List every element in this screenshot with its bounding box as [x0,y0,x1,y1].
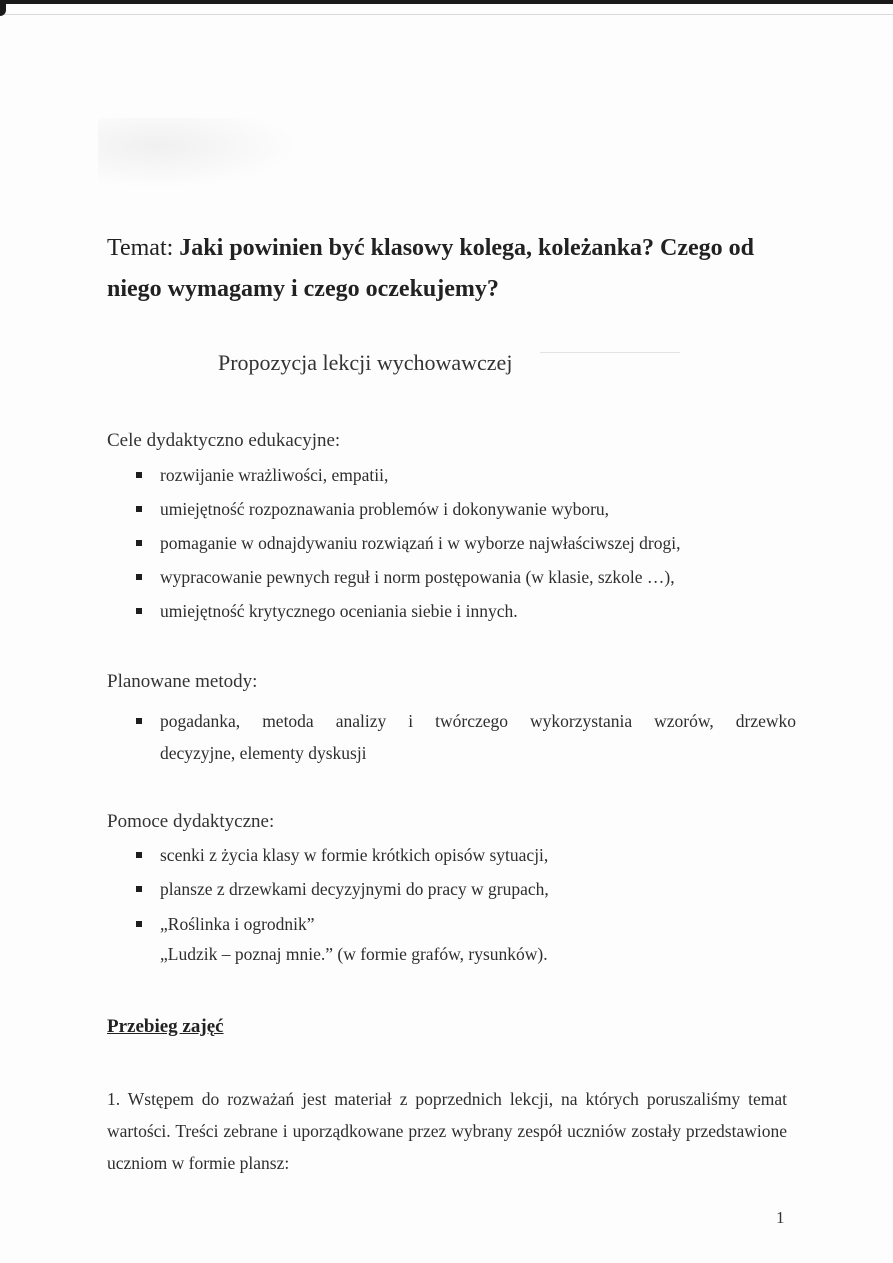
list-item: pomaganie w odnajdywaniu rozwiązań i w wyborze najwłaściwszej drogi, [136,533,796,553]
title-line-1: Jaki powinien być klasowy kolega, koleżanka? Czego od [179,235,755,261]
list-item: plansze z drzewkami decyzyjnymi do pracy w grupach, [136,879,796,899]
list-item: umiejętność rozpoznawania problemów i dokonywanie wyboru, [136,499,796,519]
list-item: scenki z życia klasy w formie krótkich opisów sytuacji, [136,845,796,865]
list-item: wypracowanie pewnych reguł i norm postępowania (w klasie, szkole …), [136,567,796,587]
erased-header-smudge [98,118,298,188]
list-item: „Roślinka i ogrodnik” „Ludzik – poznaj mnie.” (w formie grafów, rysunków). [136,909,796,969]
aids-list [136,845,796,969]
page-title [107,228,797,310]
bullet-square-icon [136,472,142,478]
goals-list [136,465,796,621]
section-heading-goals: Cele dydaktyczno edukacyjne: [107,430,341,451]
list-item: umiejętność krytycznego oceniania siebie i innych. [136,601,796,621]
title-prefix: Temat: [107,235,174,261]
section-heading-aids: Pomoce dydaktyczne: [107,811,275,832]
bullet-square-icon [136,921,142,927]
title-line-2: niego wymagamy i czego oczekujemy? [107,276,499,302]
section-heading-methods: Planowane metody: [107,671,258,692]
bullet-square-icon [136,718,142,724]
bullet-square-icon [136,574,142,580]
bullet-square-icon [136,852,142,858]
scan-border-line [0,0,893,4]
subtitle: Propozycja lekcji wychowawczej [218,350,513,375]
bullet-square-icon [136,540,142,546]
bullet-square-icon [136,506,142,512]
bullet-square-icon [136,886,142,892]
methods-list [136,705,796,769]
procedure-paragraph: 1. Wstępem do rozważań jest materiał z poprzednich lekcji, na których poruszaliśmy temat wartości. Treści zebrane i uporządkowane przez wybrany zespół uczniów zostały przedstawione uczniom w formie plansz: [107,1089,787,1173]
bullet-square-icon [136,608,142,614]
erased-subtitle-trail [540,352,680,353]
list-item: rozwijanie wrażliwości, empatii, [136,465,796,485]
scan-edge [0,0,893,16]
page-number: 1 [776,1208,785,1227]
procedure-heading: Przebieg zajęć [107,1016,224,1037]
list-item: pogadanka, metoda analizy i twórczego wykorzystania wzorów, drzewko decyzyjne, elementy dyskusji [136,705,796,769]
scan-faint-line [0,14,893,15]
